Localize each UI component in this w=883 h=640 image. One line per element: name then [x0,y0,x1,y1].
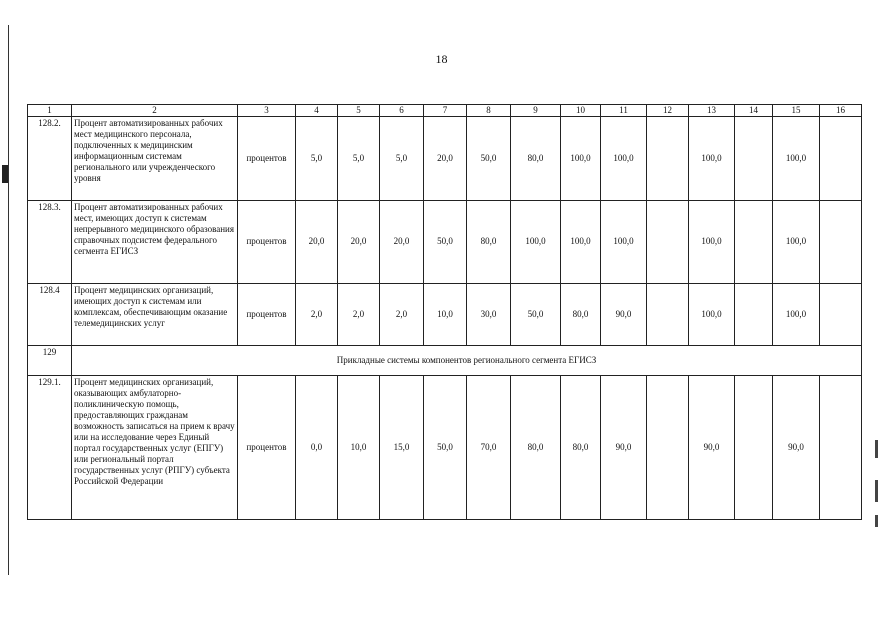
value-cell: 100,0 [561,116,601,200]
column-header: 14 [735,105,773,117]
value-cell [735,283,773,345]
column-header: 5 [338,105,380,117]
column-header: 3 [238,105,296,117]
value-cell: 20,0 [338,200,380,283]
column-header: 2 [72,105,238,117]
value-cell [820,200,862,283]
value-cell: 50,0 [511,283,561,345]
value-cell: 5,0 [296,116,338,200]
value-cell [647,283,689,345]
column-header: 1 [28,105,72,117]
value-cell: 90,0 [773,375,820,519]
value-cell: 50,0 [424,200,467,283]
scan-artifact-mark [875,440,878,458]
value-cell [820,375,862,519]
column-header: 12 [647,105,689,117]
row-number: 128.4 [28,283,72,345]
unit-cell: процентов [238,116,296,200]
column-header: 11 [601,105,647,117]
value-cell: 15,0 [380,375,424,519]
value-cell: 80,0 [561,375,601,519]
column-header: 8 [467,105,511,117]
value-cell: 30,0 [467,283,511,345]
value-cell [735,200,773,283]
value-cell: 100,0 [561,200,601,283]
scan-artifact-mark [875,515,878,527]
value-cell: 50,0 [424,375,467,519]
indicator-name: Процент медицинских организаций, оказывающих амбулаторно-поликлиническую помощь, предоставляющих гражданам возможность записаться на прием к врачу или на исследование через Единый портал государственных услуг (ЕПГУ) или региональный портал государственных услуг (РПГУ) субъекта Российской Федерации [72,375,238,519]
scan-margin-line [8,25,9,575]
scan-artifact-mark [2,165,8,183]
value-cell: 100,0 [511,200,561,283]
value-cell [820,116,862,200]
value-cell: 2,0 [338,283,380,345]
unit-cell: процентов [238,283,296,345]
value-cell: 0,0 [296,375,338,519]
section-title: Прикладные системы компонентов регионального сегмента ЕГИСЗ [72,345,862,375]
value-cell: 5,0 [338,116,380,200]
value-cell: 2,0 [380,283,424,345]
value-cell: 2,0 [296,283,338,345]
indicator-name: Процент медицинских организаций, имеющих доступ к системам или комплексам, обеспечивающим оказание телемедицинских услуг [72,283,238,345]
table-row [28,283,862,345]
value-cell [647,200,689,283]
table-row [28,200,862,283]
value-cell [735,116,773,200]
value-cell: 90,0 [601,283,647,345]
value-cell: 20,0 [424,116,467,200]
column-header: 6 [380,105,424,117]
indicator-name: Процент автоматизированных рабочих мест медицинского персонала, подключенных к медицинским информационным системам регионального или учрежденческого уровня [72,116,238,200]
column-header: 16 [820,105,862,117]
value-cell: 100,0 [773,116,820,200]
column-header: 15 [773,105,820,117]
value-cell: 100,0 [773,283,820,345]
column-header: 9 [511,105,561,117]
table-row [28,375,862,519]
value-cell: 100,0 [773,200,820,283]
value-cell [647,116,689,200]
table-header-row [28,105,862,117]
row-number: 128.3. [28,200,72,283]
value-cell: 100,0 [689,116,735,200]
value-cell: 90,0 [689,375,735,519]
value-cell: 20,0 [296,200,338,283]
column-header: 7 [424,105,467,117]
page-number: 18 [435,52,448,66]
value-cell: 80,0 [467,200,511,283]
value-cell: 80,0 [511,116,561,200]
column-header: 10 [561,105,601,117]
scan-artifact-mark [875,480,878,502]
value-cell: 100,0 [689,200,735,283]
section-row [28,345,862,375]
value-cell: 50,0 [467,116,511,200]
unit-cell: процентов [238,200,296,283]
table-row [28,116,862,200]
value-cell: 10,0 [424,283,467,345]
value-cell: 20,0 [380,200,424,283]
value-cell [820,283,862,345]
row-number: 129.1. [28,375,72,519]
section-number: 129 [28,345,72,375]
unit-cell: процентов [238,375,296,519]
value-cell: 80,0 [511,375,561,519]
value-cell: 80,0 [561,283,601,345]
indicators-table [27,104,862,520]
row-number: 128.2. [28,116,72,200]
value-cell [647,375,689,519]
value-cell: 5,0 [380,116,424,200]
indicator-name: Процент автоматизированных рабочих мест, имеющих доступ к системам непрерывного медицинского образования справочных подсистем федерального сегмента ЕГИСЗ [72,200,238,283]
value-cell: 100,0 [601,116,647,200]
value-cell: 90,0 [601,375,647,519]
value-cell: 70,0 [467,375,511,519]
value-cell: 100,0 [689,283,735,345]
value-cell: 10,0 [338,375,380,519]
value-cell: 100,0 [601,200,647,283]
column-header: 4 [296,105,338,117]
value-cell [735,375,773,519]
column-header: 13 [689,105,735,117]
